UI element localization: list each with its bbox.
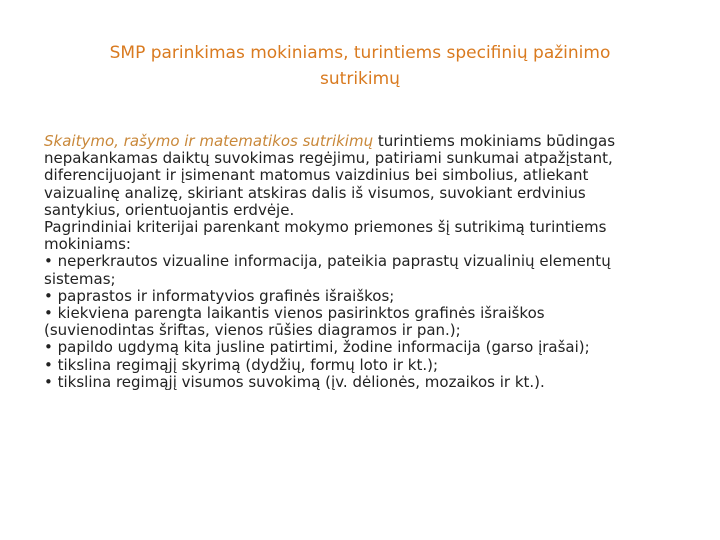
body-line: vaizualinę analizę, skiriant atskiras dalis iš visumos, suvokiant erdvinius — [44, 183, 586, 202]
body-line: Pagrindiniai kriterijai parenkant mokymo priemones šį sutrikimą turintiems — [44, 218, 607, 237]
intro-emphasis: Skaitymo, rašymo ir matematikos sutrikimų — [44, 132, 374, 150]
bullet-item: • papildo ugdymą kita jusline patirtimi, žodine informacija (garso įrašai); — [44, 338, 590, 357]
bullet-item: • kiekviena parengta laikantis vienos pasirinktos grafinės išraiškos — [44, 304, 545, 323]
body-line: diferencijuojant ir įsimenant matomus vaizdinius bei simbolius, atliekant — [44, 166, 589, 185]
body-line: santykius, orientuojantis erdvėje. — [44, 200, 295, 219]
bullet-item: • tikslina regimąjį skyrimą (dydžių, formų loto ir kt.); — [44, 355, 438, 374]
body-line: (suvienodintas šriftas, vienos rūšies diagramos ir pan.); — [44, 321, 461, 340]
body-text — [44, 133, 704, 391]
bullet-item: • tikslina regimąjį visumos suvokimą (įv. dėlionės, mozaikos ir kt.). — [44, 372, 545, 391]
body-line — [44, 133, 704, 150]
page-title — [40, 40, 680, 92]
title-line-1: SMP parinkimas mokiniams, turintiems specifinių pažinimo — [109, 43, 611, 63]
body-line: sistemas; — [44, 269, 116, 288]
bullet-item: • paprastos ir informatyvios grafinės išraiškos; — [44, 286, 395, 305]
body-line: mokiniams: — [44, 235, 131, 254]
body-line: nepakankamas daiktų suvokimas regėjimu, patiriami sunkumai atpažįstant, — [44, 149, 613, 168]
bullet-item: • neperkrautos vizualine informacija, pateikia paprastų vizualinių elementų — [44, 252, 611, 271]
body-line-text: turintiems mokiniams būdingas — [373, 132, 616, 150]
title-line-2: sutrikimų — [320, 69, 400, 89]
